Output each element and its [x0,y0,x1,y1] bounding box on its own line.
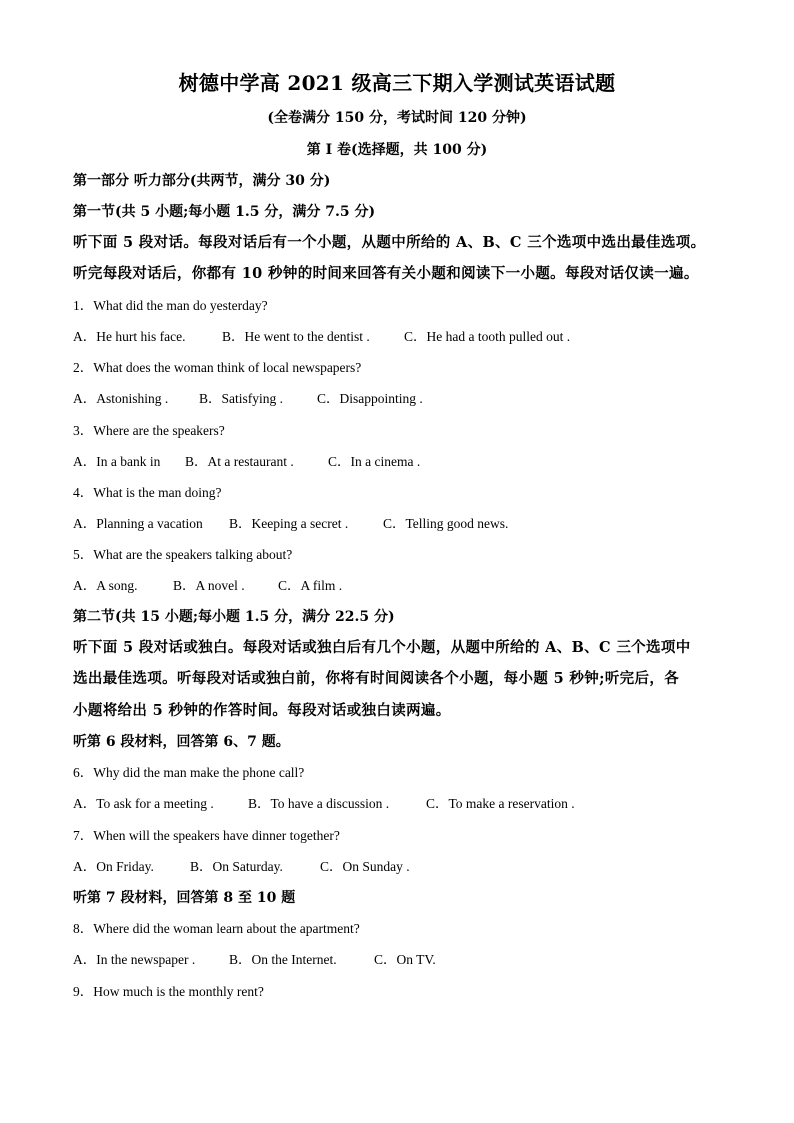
q1-option-a: A．He hurt his face. [73,329,186,344]
q7-option-a: A．On Friday. [73,859,154,874]
section2-heading: 第二节(共 15 小题;每小题 1.5 分，满分 22.5 分) [73,609,395,625]
q7-option-b: B．On Saturday. [190,859,283,874]
volume-heading: 第 I 卷(选择题，共 100 分) [306,142,488,158]
q2-option-a: A．Astonishing . [73,391,169,406]
question-2: 2．What does the woman think of local newspapers? [73,360,362,375]
q6-option-b: B．To have a discussion . [248,796,390,811]
q8-option-a: A．In the newspaper . [73,952,196,967]
question-8: 8．Where did the woman learn about the apartment? [73,921,360,936]
section2-instruction-line: 听下面 5 段对话或独白。每段对话或独白后有几个小题，从题中所给的 A、B、C 三个选项中 [73,639,691,656]
q7-option-c: C．On Sunday . [320,859,410,874]
q4-option-c: C．Telling good news. [383,516,509,531]
question-1: 1．What did the man do yesterday? [73,298,268,313]
question-3: 3．Where are the speakers? [73,423,225,438]
material-6-heading: 听第 6 段材料，回答第 6、7 题。 [73,734,290,750]
q8-option-b: B．On the Internet. [229,952,337,967]
section1-heading: 第一节(共 5 小题;每小题 1.5 分，满分 7.5 分) [73,204,376,220]
q2-option-b: B．Satisfying . [199,391,284,406]
q3-option-a: A．In a bank in [73,454,161,469]
q5-option-c: C．A film . [278,578,343,593]
section2-instruction-line: 选出最佳选项。听每段对话或独白前，你将有时间阅读各个小题，每小题 5 秒钟;听完后，各 [73,670,680,687]
q1-option-c: C．He had a tooth pulled out . [404,329,571,344]
question-7: 7．When will the speakers have dinner together? [73,828,340,843]
exam-subtitle: (全卷满分 150 分，考试时间 120 分钟) [267,110,527,126]
section1-instruction-line: 听下面 5 段对话。每段对话后有一个小题，从题中所给的 A、B、C 三个选项中选出最佳选项。 [73,234,706,251]
q5-option-a: A．A song. [73,578,138,593]
q8-option-c: C．On TV. [374,952,436,967]
material-7-heading: 听第 7 段材料，回答第 8 至 10 题 [73,890,296,906]
q3-option-b: B．At a restaurant . [185,454,294,469]
part1-heading: 第一部分 听力部分(共两节，满分 30 分) [73,173,331,189]
q6-option-c: C．To make a reservation . [426,796,575,811]
q1-option-b: B．He went to the dentist . [222,329,370,344]
q2-option-c: C．Disappointing . [317,391,423,406]
section2-instruction-line: 小题将给出 5 秒钟的作答时间。每段对话或独白读两遍。 [73,702,451,719]
question-5: 5．What are the speakers talking about? [73,547,293,562]
section1-instruction-line: 听完每段对话后，你都有 10 秒钟的时间来回答有关小题和阅读下一小题。每段对话仅读一遍。 [73,265,699,282]
question-4: 4．What is the man doing? [73,485,222,500]
q6-option-a: A．To ask for a meeting . [73,796,214,811]
q3-option-c: C．In a cinema . [328,454,421,469]
q4-option-b: B．Keeping a secret . [229,516,349,531]
q5-option-b: B．A novel . [173,578,245,593]
exam-title: 树德中学高 2021 级高三下期入学测试英语试题 [178,71,616,95]
question-9: 9．How much is the monthly rent? [73,984,264,999]
q4-option-a: A．Planning a vacation [73,516,203,531]
question-6: 6．Why did the man make the phone call? [73,765,305,780]
